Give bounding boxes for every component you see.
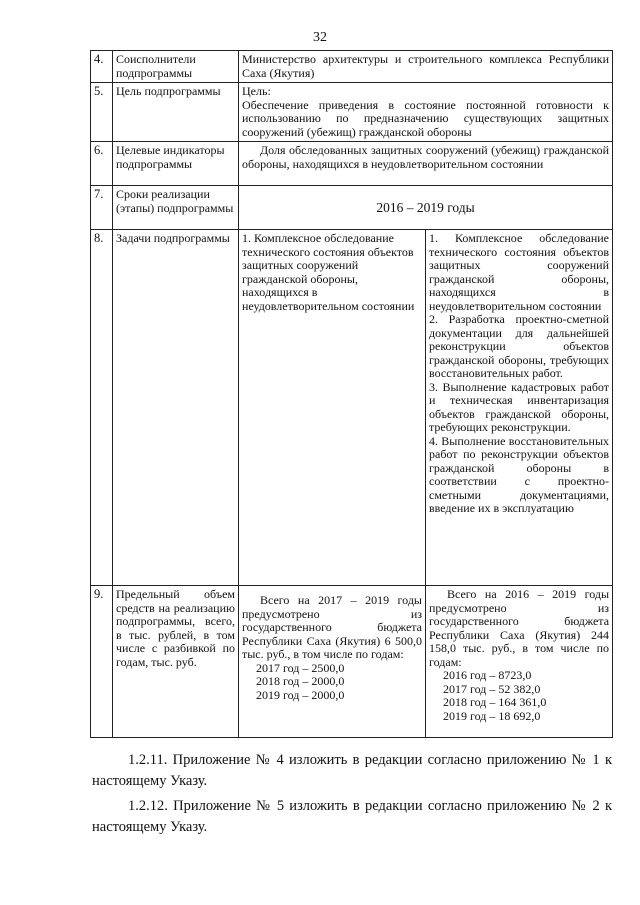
table-row: [91, 142, 613, 186]
paragraph-text: 1.2.12. Приложение № 5 изложить в редакции согласно приложению № 2 к настоящему Указу.: [92, 798, 612, 835]
funding-year: 2018 год – 2000,0: [256, 674, 345, 688]
row-number: 6.: [91, 142, 113, 186]
row-label: Сроки реализации (этапы) подпрограммы: [113, 186, 239, 230]
task-item: 3. Выполнение кадастровых работ и техническая инвентаризация объектов гражданской обороны, требующих реконструкции.: [429, 379, 610, 434]
funding-intro: Всего на 2017 – 2019 годы предусмотрено из государственного бюджета Республики Саха (Якутия) 6 500,0 тыс. руб., в том числе по годам:: [242, 593, 422, 661]
table-row: [91, 83, 613, 142]
funding-right: [426, 586, 613, 738]
paragraph: [92, 796, 612, 838]
funding-year: 2016 год – 8723,0: [443, 668, 532, 682]
task-item: 2. Разработка проектно-сметной документации для дальнейшей реконструкции объектов гражданской обороны, требующих восстановительных работ.: [429, 312, 610, 380]
row-number: 4.: [91, 51, 113, 83]
table-row: [91, 51, 613, 83]
row-number: 7.: [91, 186, 113, 230]
funding-year: 2017 год – 2500,0: [256, 660, 345, 675]
goal-text: Обеспечение приведения в состояние постоянной готовности к использованию по предназначению существующих защитных сооружений (убежищ) гражданской обороны: [242, 97, 610, 139]
row-label: Цель подпрограммы: [113, 83, 239, 142]
table-row: [91, 186, 613, 230]
goal-title: Цель:: [242, 84, 271, 98]
funding-left: [239, 586, 426, 738]
funding-year: 2017 год – 52 382,0: [443, 681, 541, 696]
row-label: Предельный объем средств на реализацию подпрограммы, всего, в тыс. рублей, в том числе с разбивкой по годам, тыс. руб.: [113, 586, 239, 738]
row-number: 8.: [91, 230, 113, 586]
funding-year: 2019 год – 2000,0: [256, 687, 345, 702]
tasks-right: [426, 230, 613, 586]
row-content: [239, 83, 613, 142]
table-row: [91, 586, 613, 738]
row-label: Целевые индикаторы подпрограммы: [113, 142, 239, 186]
page-number: 32: [313, 30, 327, 45]
funding-year: 2018 год – 164 361,0: [443, 695, 547, 709]
task-item: 1. Комплексное обследование технического состояния объектов защитных сооружений гражданской обороны, находящихся в неудовлетворительном состоянии: [429, 231, 610, 313]
paragraph-text: 1.2.11. Приложение № 4 изложить в редакции согласно приложению № 1 к настоящему Указу.: [92, 752, 612, 789]
table-row: [91, 230, 613, 586]
row-content: Министерство архитектуры и строительного комплекса Республики Саха (Якутия): [239, 51, 613, 83]
subprogram-passport-table: [90, 50, 613, 738]
row-number: 9.: [91, 586, 113, 738]
funding-intro: Всего на 2016 – 2019 годы предусмотрено из государственного бюджета Республики Саха (Якутия) 244 158,0 тыс. руб., в том числе по годам:: [429, 587, 610, 669]
funding-year: 2019 год – 18 692,0: [443, 708, 541, 723]
row-content: 2016 – 2019 годы: [239, 186, 613, 230]
row-number: 5.: [91, 83, 113, 142]
row-content: Доля обследованных защитных сооружений (убежищ) гражданской обороны, находящихся в неудовлетворительном состоянии: [239, 142, 613, 186]
paragraph: [92, 750, 612, 792]
task-item: 4. Выполнение восстановительных работ по реконструкции объектов гражданской обороны в соответствии с проектно-сметными документациями, введение их в эксплуатацию: [429, 433, 610, 515]
row-label: Соисполнители подпрограммы: [113, 51, 239, 83]
tasks-left: 1. Комплексное обследование технического состояния объектов защитных сооружений гражданской обороны, находящихся в неудовлетворительном состоянии: [239, 230, 426, 586]
row-label: Задачи подпрограммы: [113, 230, 239, 586]
